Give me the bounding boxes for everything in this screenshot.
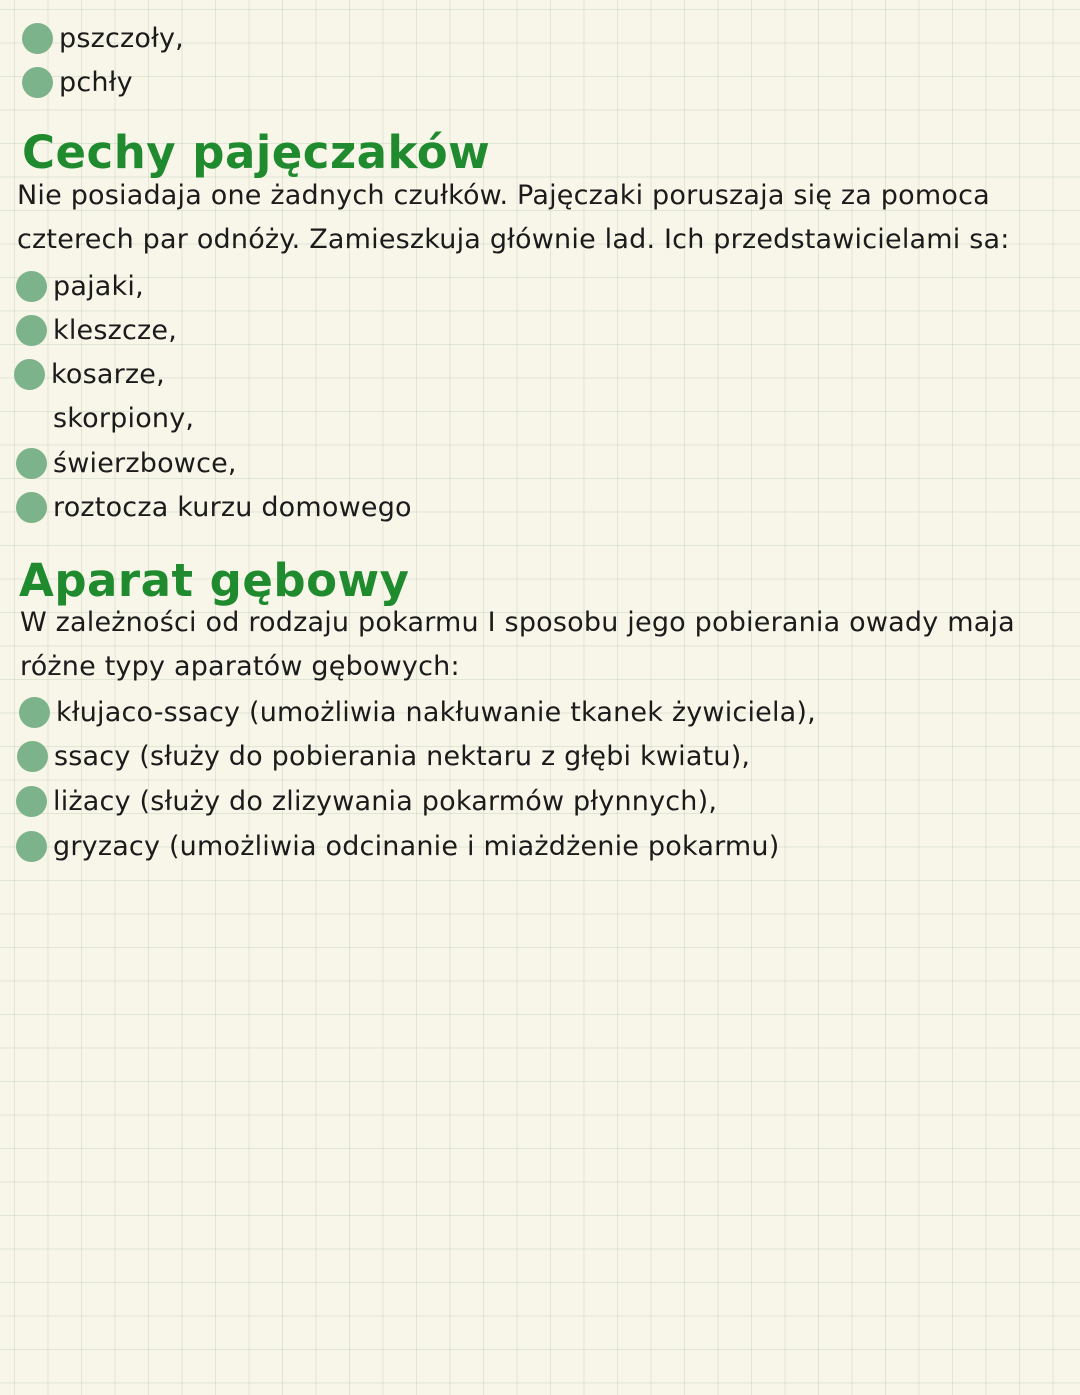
- list-item-text: kosarze,: [51, 358, 165, 390]
- list-item: [16, 779, 717, 823]
- bullet-icon: [17, 741, 48, 772]
- list-item: [22, 60, 133, 104]
- section-heading-arachnids: Cechy pajęczaków: [22, 126, 491, 179]
- bullet-icon: [16, 448, 47, 479]
- bullet-icon: [16, 492, 47, 523]
- section-heading-mouthparts: Aparat gębowy: [19, 554, 410, 607]
- bullet-icon: [16, 831, 47, 862]
- bullet-icon: [22, 23, 53, 54]
- list-item-text: gryzacy (umożliwia odcinanie i miażdżenie pokarmu): [53, 830, 780, 862]
- list-item-text: kleszcze,: [53, 314, 177, 346]
- paragraph-line: W zależności od rodzaju pokarmu I sposobu jego pobierania owady maja: [20, 607, 1015, 638]
- paragraph-line: Nie posiadaja one żadnych czułków. Pajęczaki poruszaja się za pomoca: [17, 180, 990, 211]
- paragraph-line: czterech par odnóży. Zamieszkuja głównie lad. Ich przedstawicielami sa:: [17, 224, 1010, 255]
- bullet-icon: [19, 697, 50, 728]
- list-item: [16, 264, 144, 308]
- paragraph-line: różne typy aparatów gębowych:: [20, 651, 460, 682]
- list-item: [19, 690, 816, 734]
- bullet-icon: [16, 786, 47, 817]
- list-item-text: ssacy (służy do pobierania nektaru z głębi kwiatu),: [54, 740, 751, 772]
- list-item: [17, 734, 750, 778]
- list-item-text: świerzbowce,: [53, 447, 237, 479]
- list-item-text: skorpiony,: [53, 402, 195, 434]
- list-item: [16, 308, 177, 352]
- list-item: [16, 824, 779, 868]
- list-item-text: pajaki,: [53, 270, 144, 302]
- list-item-text: kłujaco-ssacy (umożliwia nakłuwanie tkanek żywiciela),: [56, 696, 816, 728]
- list-item: [14, 352, 165, 396]
- bullet-icon: [14, 359, 45, 390]
- list-item-text: roztocza kurzu domowego: [53, 491, 412, 523]
- list-item-text: liżacy (służy do zlizywania pokarmów płynnych),: [53, 785, 718, 817]
- bullet-icon: [16, 271, 47, 302]
- bullet-icon: [22, 67, 53, 98]
- list-item: [22, 16, 184, 60]
- bullet-icon: [16, 315, 47, 346]
- list-item-text: pchły: [59, 66, 133, 98]
- list-item: [16, 485, 412, 529]
- list-item: [16, 441, 237, 485]
- list-item-text: pszczoły,: [59, 22, 184, 54]
- list-item: [16, 396, 194, 440]
